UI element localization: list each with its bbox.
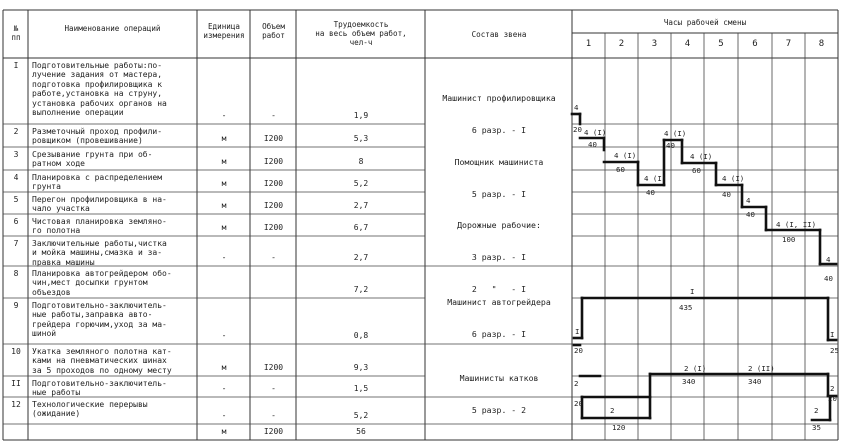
row-operation: Планировка автогрейдером обо- чин,мест досыпки грунтом объездов <box>32 269 172 297</box>
gantt-minutes-label: 100 <box>782 235 796 244</box>
crew-line: 2 " - I <box>471 283 527 294</box>
gantt-crew-label: 4 (I) <box>664 129 687 138</box>
gantt-crew-label: 4 (I) <box>690 152 713 161</box>
row-volume: I200 <box>263 179 284 188</box>
gantt-minutes-label: 40 <box>588 140 597 149</box>
row-unit: - <box>221 253 227 262</box>
crew-rollers <box>426 352 572 437</box>
row-labor: 1,5 <box>353 384 369 393</box>
crew-line: Машинисты катков <box>459 373 539 384</box>
crew-line: Дорожные рабочие: <box>457 220 541 231</box>
header-operation: Наименование операций <box>64 24 161 33</box>
crew-grader <box>426 276 572 361</box>
crew-line: 6 разр. - I <box>471 124 527 135</box>
hour-label: 3 <box>651 39 658 49</box>
row-labor: 1,9 <box>353 111 369 120</box>
row-num: 3 <box>13 150 19 159</box>
row-operation: Разметочный проход профили- ровщиком (провешивание) <box>32 127 163 146</box>
hour-label: 1 <box>585 39 592 49</box>
row-unit: - <box>221 331 227 340</box>
gantt-minutes-label: 20 <box>574 399 583 408</box>
gantt-crew-label: 4 (I) <box>614 151 637 160</box>
row-num: 5 <box>13 195 19 204</box>
gantt-minutes-label: 40 <box>666 141 675 150</box>
row-num: 4 <box>13 173 19 182</box>
header-unit: Единица измерения <box>203 22 245 40</box>
gantt-minutes-label: 40 <box>746 210 755 219</box>
row-volume: I200 <box>263 363 284 372</box>
gantt-crew-label: 4 <box>826 255 831 264</box>
gantt-minutes-label: 20 <box>828 394 837 403</box>
row-unit: - <box>221 384 227 393</box>
crew-line: 3 разр. - I <box>471 252 527 263</box>
total-unit: м <box>221 427 227 436</box>
header-hours: Часы рабочей смены <box>663 18 747 27</box>
row-labor: 8 <box>358 157 364 166</box>
header-num: № пп <box>11 24 21 42</box>
gantt-minutes-label: 120 <box>612 423 626 432</box>
gantt-crew-label: 2 (I) <box>684 364 707 373</box>
row-unit: м <box>221 134 227 143</box>
gantt-crew-label: 4 <box>746 196 751 205</box>
total-volume: I200 <box>263 427 284 436</box>
row-labor: 5,3 <box>353 134 369 143</box>
header-crew: Состав звена <box>471 30 527 39</box>
row-labor: 2,7 <box>353 253 369 262</box>
row-volume: - <box>271 411 276 420</box>
gantt-crew-label: 2 <box>830 384 835 393</box>
row-labor: 2,7 <box>353 201 369 210</box>
row-volume: - <box>271 253 276 262</box>
gantt-minutes-label: 60 <box>616 165 625 174</box>
gantt-minutes-label: 340 <box>748 377 762 386</box>
total-labor: 56 <box>356 427 366 436</box>
row-volume: - <box>271 384 276 393</box>
gantt-crew-label: 2 <box>610 406 615 415</box>
row-labor: 9,3 <box>353 363 369 372</box>
row-operation: Укатка земляного полотна кат- ками на пневматических шинах за 5 проходов по одному месту <box>32 347 172 375</box>
row-num: 6 <box>13 217 19 226</box>
crew-line: 5 разр. - I <box>471 188 527 199</box>
row-unit: - <box>221 111 227 120</box>
row-labor: 5,2 <box>353 179 369 188</box>
gantt-crew-label: 2 (II) <box>748 364 775 373</box>
gantt-minutes-label: 60 <box>692 166 701 175</box>
gantt-minutes-label: 40 <box>824 274 833 283</box>
gantt-crew-label: 4 (I) <box>584 128 607 137</box>
gantt-minutes-label: 35 <box>812 423 821 432</box>
row-volume: I200 <box>263 201 284 210</box>
hour-label: 5 <box>718 39 724 49</box>
crew-line: 6 разр. - I <box>471 328 527 339</box>
row-volume: I200 <box>263 157 284 166</box>
row-operation: Чистовая планировка земляно- го полотна <box>32 217 167 236</box>
gantt-minutes-label: 25 <box>830 346 839 355</box>
row-volume: I200 <box>263 223 284 232</box>
gantt-crew-label: 4 (I) <box>722 174 745 183</box>
row-operation: Подготовительные работы:по- лучение задания от мастера, подготовка профилировщика к работе,установка на струну, установка рабочих органов на выполнение операции <box>32 61 167 118</box>
row-num: 12 <box>11 400 21 409</box>
hour-label: 4 <box>684 39 691 49</box>
row-operation: Технологические перерывы (ожидание) <box>32 400 148 419</box>
row-unit: м <box>221 157 227 166</box>
row-labor: 7,2 <box>353 285 369 294</box>
row-operation: Подготовительно-заключитель- ные работы <box>32 379 167 398</box>
row-num: 10 <box>11 347 21 356</box>
gantt-crew-label: 4 <box>574 103 579 112</box>
row-labor: 5,2 <box>353 411 369 420</box>
gantt-minutes-label: 40 <box>722 190 731 199</box>
gantt-minutes-label: 435 <box>679 303 693 312</box>
row-unit: - <box>221 411 227 420</box>
gantt-crew-label: 4 (I) <box>644 174 667 183</box>
row-unit: м <box>221 363 227 372</box>
header-volume: Объем работ <box>262 22 285 40</box>
row-num: 2 <box>13 127 19 136</box>
row-num: 7 <box>13 239 19 248</box>
row-num: 9 <box>13 301 19 310</box>
gantt-crew-label: 2 <box>574 379 579 388</box>
crew-line: Машинист профилировщика <box>442 93 556 104</box>
header-labor: Трудоемкость на весь объем работ, чел-ч <box>315 20 407 47</box>
row-num: II <box>11 379 21 388</box>
gantt-crew-label: 4 (I, II) <box>776 220 817 229</box>
row-labor: 6,7 <box>353 223 369 232</box>
hour-label: 2 <box>618 39 625 49</box>
hour-label: 6 <box>752 39 758 49</box>
gantt-crew-label: I <box>830 330 835 339</box>
gantt-minutes-label: 340 <box>682 377 696 386</box>
row-operation: Перегон профилировщика в на- чало участка <box>32 195 167 214</box>
row-operation: Заключительные работы,чистка и мойка машины,смазка и за- правка машины <box>32 239 167 267</box>
crew-line: Машинист автогрейдера <box>447 297 551 308</box>
row-operation: Подготовительно-заключитель- ные работы,заправка авто- грейдера горючим,уход за ма- шиной <box>32 301 167 339</box>
row-labor: 0,8 <box>353 331 369 340</box>
crew-line: Помощник машиниста <box>454 156 544 167</box>
crew-line: 5 разр. - 2 <box>471 404 527 415</box>
gantt-crew-label: I <box>690 287 695 296</box>
gantt-crew-label: 2 <box>814 406 819 415</box>
gantt-crew-label: I <box>575 327 580 336</box>
hour-label: 8 <box>818 39 825 49</box>
row-unit: м <box>221 223 227 232</box>
row-operation: Планировка с распределением грунта <box>32 173 163 192</box>
row-operation: Срезывание грунта при об- ратном ходе <box>32 150 153 169</box>
gantt-minutes-label: 20 <box>573 125 582 134</box>
row-num: 8 <box>13 269 19 278</box>
hour-label: 7 <box>785 39 792 49</box>
row-unit: м <box>221 179 227 188</box>
gantt-minutes-label: 40 <box>646 188 655 197</box>
row-unit: м <box>221 201 227 210</box>
row-num: I <box>13 61 19 70</box>
row-volume: - <box>271 111 276 120</box>
row-volume: I200 <box>263 134 284 143</box>
gantt-minutes-label: 20 <box>574 346 583 355</box>
